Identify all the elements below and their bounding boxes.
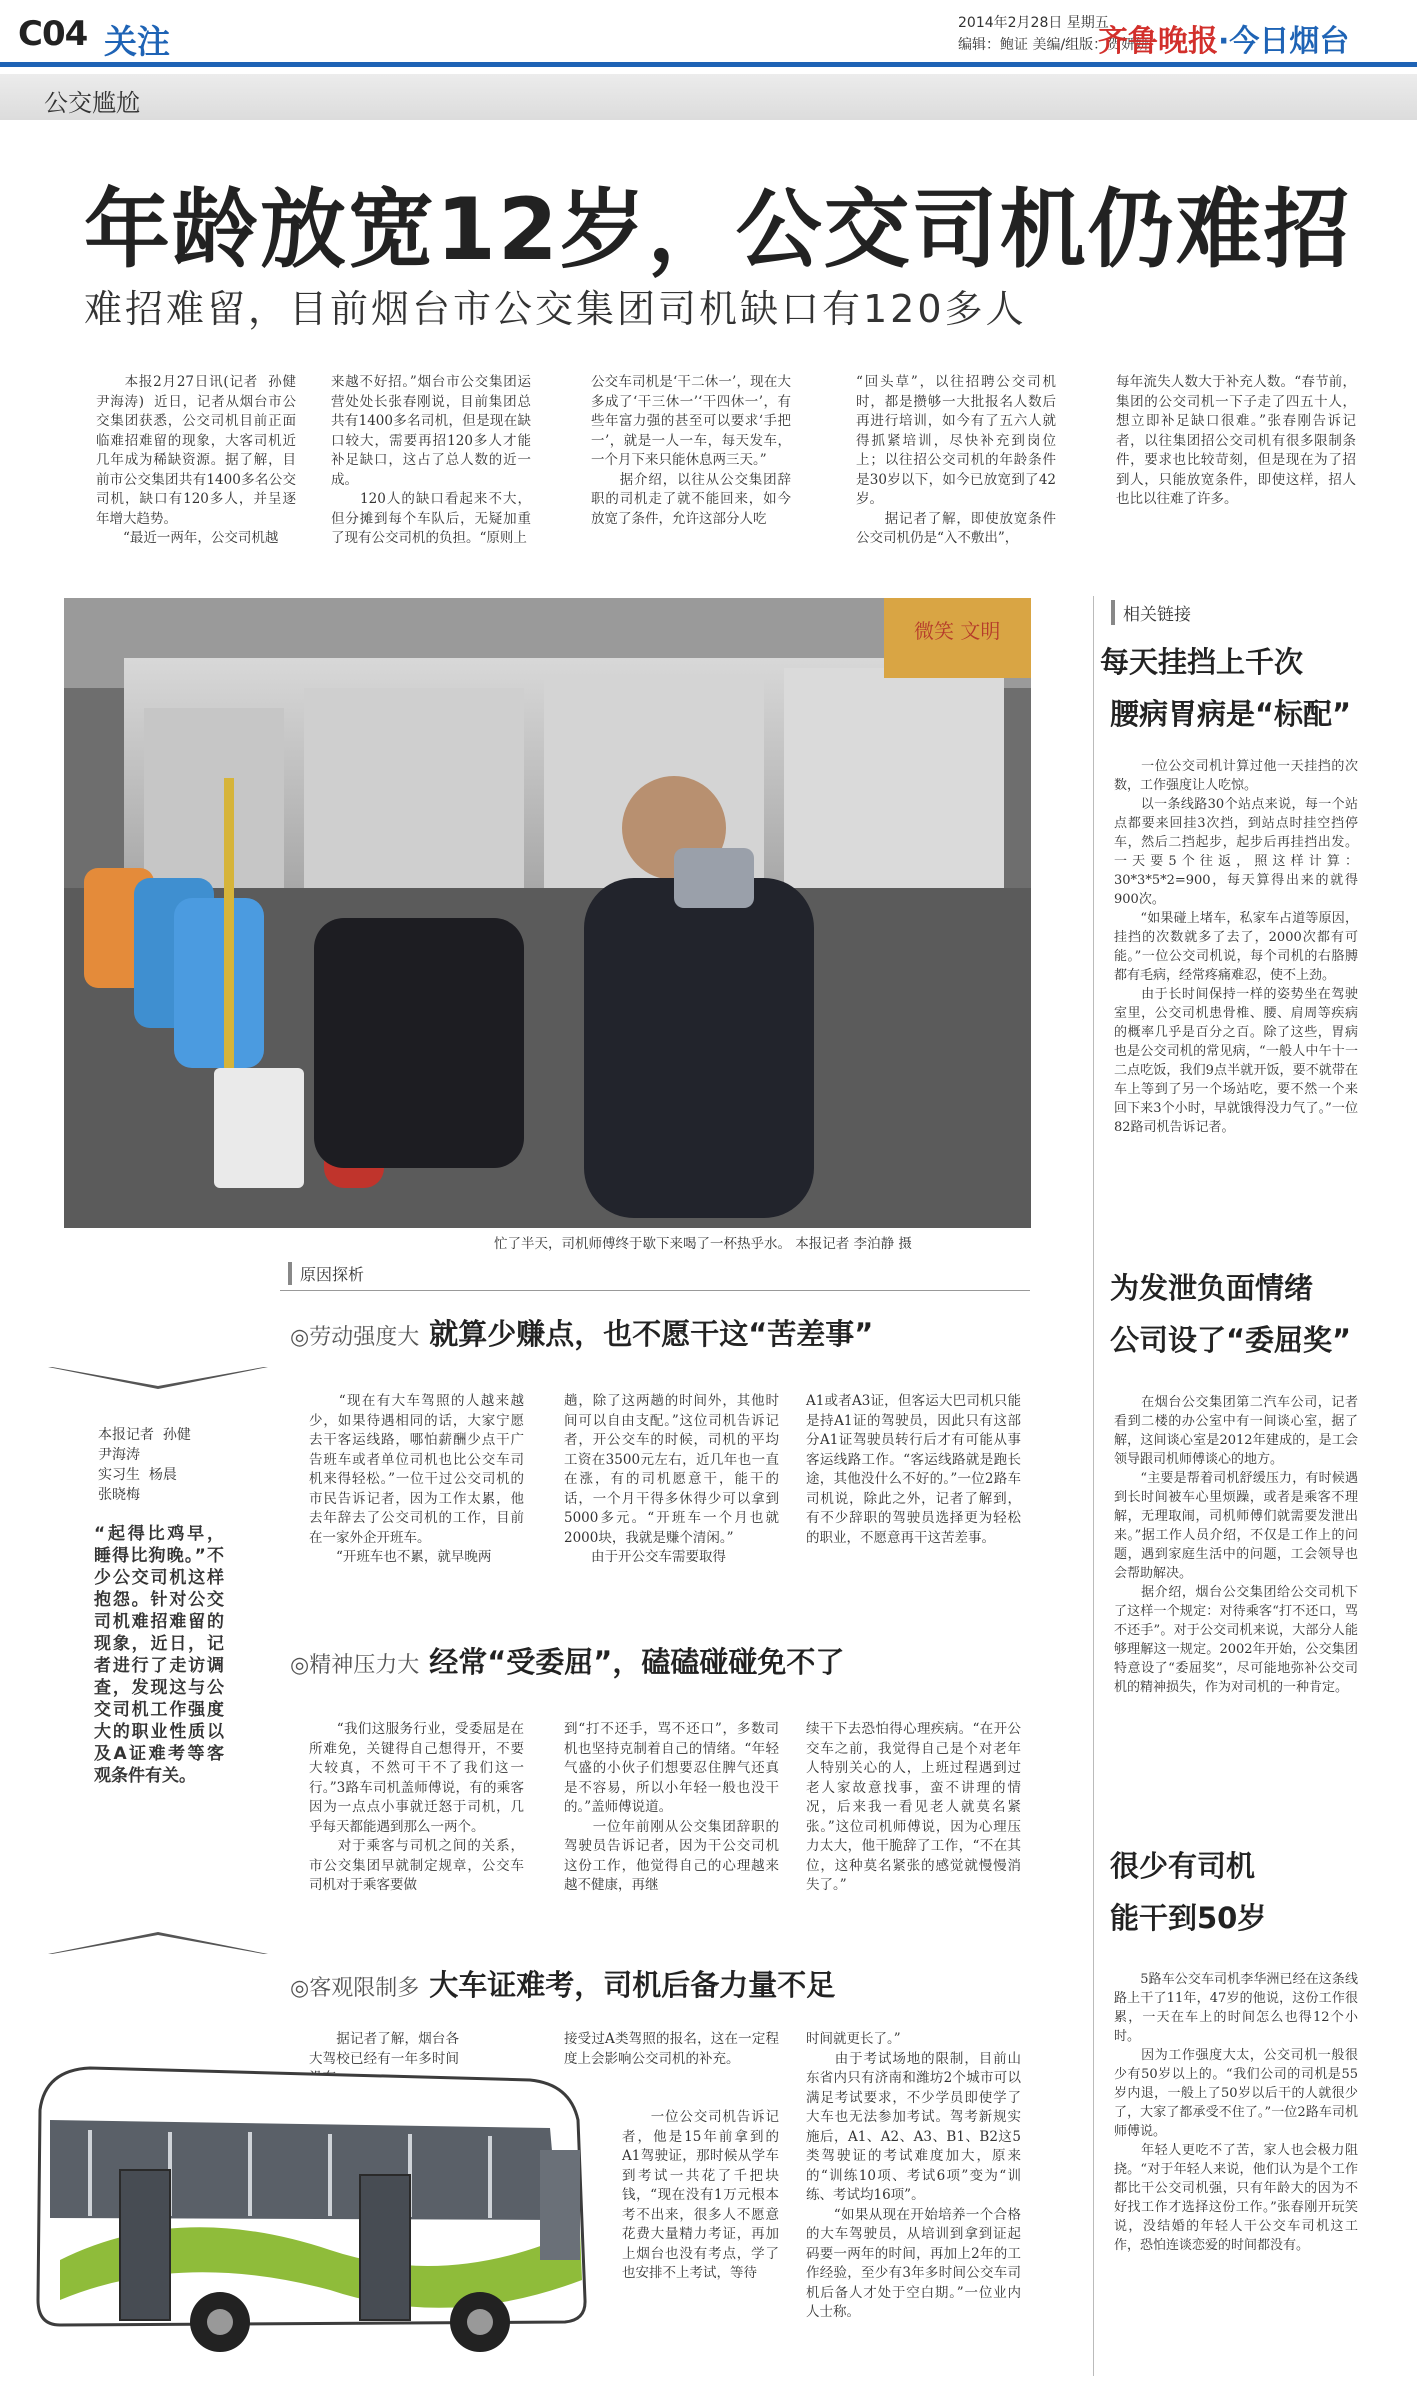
- lead-column-3: 公交车司机是‘干二休一’，现在大多成了‘干三休一’‘干四休一’，有些年富力强的甚至可以要求‘手把一’，就是一人一车，每天发车，一个月下来只能休息两三天。” 据介绍，以往从公交集团辞职的司机走了就不能回来，如今放宽了条件，允许这部分人吃: [591, 374, 791, 527]
- sidebar-item-2-heading-1: 为发泄负面情绪: [1110, 1271, 1314, 1305]
- sidebar-item-3-heading-1: 很少有司机: [1110, 1849, 1256, 1883]
- byline-frame-top-inner: [52, 1367, 264, 1386]
- section-1-column-2: 趟，除了这两趟的时间外，其他时间可以自由支配。”这位司机告诉记者，开公交车的时候，司机的平均工资在3500元左右，近几年也一直在涨，有的司机愿意干，能干的话，一个月干得多休得少可以拿到5000多元。“开班车一个月也就2000块，我就是赚个清闲。” 由于开公交车需要取得: [564, 1393, 779, 1565]
- section-2-header: [290, 1640, 844, 1681]
- section-3-column-3: 时间就更长了。” 由于考试场地的限制，目前山东省内只有济南和潍坊2个城市可以满足考试要求，不少学员即使学了大车也无法参加考试。驾考新规实施后，A1、A2、A3、B1、B2这5类驾驶证的考试难度加大，原来的“训练10项、考试6项”变为“训练、考试均16项”。 “如果从现在开始培养一个合格的大车驾驶员，从培训到拿到证起码要一两年的时间，再加上2年的工作经验，至少有3年多时间公交车司机后备人才处于空白期。”一位业内人士称。: [806, 2031, 1021, 2320]
- sidebar-divider: [1093, 596, 1094, 2376]
- section-1-header: [290, 1312, 873, 1353]
- lead-column-5: 每年流失人数大于补充人数。“春节前，集团的公交司机一下子走了四五十人，想立即补足缺口很难。”张春刚告诉记者，以往集团招公交司机有很多限制条件，要求也比较苛刻，但是现在为了招到人，只能放宽条件，即使这样，招人也比以往难了许多。: [1116, 374, 1356, 507]
- section-2-column-2: 到“打不还手，骂不还口”，多数司机也坚持克制着自己的情绪。“年轻气盛的小伙子们想要忍住脾气还真是不容易，所以小年轻一般也没干的。”盖师傅说道。 一位年前刚从公交集团辞职的驾驶员告诉记者，因为干公交司机这份工作，他觉得自己的心理越来越不健康，再继: [564, 1721, 779, 1893]
- section-2-column-3: 续干下去恐怕得心理疾病。“在开公交车之前，我觉得自己是个对老年人特别关心的人，上班过程遇到过老人家故意找事，蛮不讲理的情况，后来我一看见老人就莫名紧张。”这位司机师傅说，因为心理压力太大，他干脆辞了工作，“不在其位，这种莫名紧张的感觉就慢慢消失了。”: [806, 1721, 1021, 1893]
- lead-column-1: 本报2月27日讯(记者 孙健 尹海涛) 近日，记者从烟台市公交集团获悉，公交司机目前正面临难招难留的现象，大客司机近几年成为稀缺资源。据了解，目前市公交集团共有1400多名公交司机，缺口有120多人，并呈逐年增大趋势。 “最近一两年，公交司机越: [96, 374, 296, 546]
- sidebar-item-1-heading-1: 每天挂挡上千次: [1100, 645, 1304, 679]
- brand-edition: ·今日烟台: [1218, 24, 1350, 59]
- section-3-tag: ◎客观限制多: [290, 1976, 420, 2001]
- section-2-column-1: “我们这服务行业，受委屈是在所难免，关键得自己想得开，不要大较真，不然可干不了我们这一行。”3路车司机盖师傅说，有的乘客因为一点点小事就迁怒于司机，几乎每天都能遇到那么一两个。 对于乘客与司机之间的关系，市公交集团早就制定规章，公交车司机对于乘客要做: [309, 1721, 524, 1893]
- date-line: 2014年2月28日 星期五: [958, 15, 1109, 31]
- page-code: C04: [18, 14, 88, 54]
- section-3-column-1: 据记者了解，烟台各大驾校已经有一年多时间: [309, 2031, 459, 2067]
- pull-quote: “起得比鸡早，睡得比狗晚。”不少公交司机这样抱怨。针对公交司机难招难留的现象，近日，记者进行了走访调查，发现这与公交司机工作强度大的职业性质以及A证难考等客观条件有关。: [94, 1524, 224, 1786]
- subheadline: 难招难留，目前烟台市公交集团司机缺口有120多人: [84, 287, 1027, 331]
- section-2-tag: ◎精神压力大: [290, 1653, 420, 1678]
- sidebar-item-2-heading-2: 公司设了“委屈奖”: [1110, 1323, 1352, 1357]
- kicker: 公交尴尬: [44, 89, 140, 117]
- bus-illustration: [30, 2050, 590, 2370]
- newspaper-brand: [1098, 16, 1349, 60]
- headline: 年龄放宽12岁，公交司机仍难招: [84, 180, 1352, 280]
- photo-sign-text: 微笑 文明: [914, 619, 1001, 643]
- sidebar-item-2-body: 在烟台公交集团第二汽车公司，记者看到二楼的办公室中有一间谈心室，据了解，这间谈心室是2012年建成的，是工会领导跟司机师傅谈心的地方。 “主要是帮着司机舒缓压力，有时候遇到长时间被车心里烦躁，或者是乘客不理解，无理取闹，司机师傅们就需要发泄出来。”据工作人员介绍，不仅是工作上的问题，遇到家庭生活中的问题，工会领导也会帮助解决。 据介绍，烟台公交集团给公交司机下了这样一个规定：对待乘客“打不还口，骂不还手”。对于公交司机来说，大部分人能够理解这一规定。2002年开始，公交集团特意设了“委屈奖”，尽可能地弥补公交司机的精神损失，作为对司机的一种肯定。: [1114, 1395, 1358, 1695]
- lead-column-4: “回头草”，以往招聘公交司机时，都是攒够一大批报名人数后再进行培训，如今有了五六人就得抓紧培训，尽快补充到岗位上；以往招公交司机的年龄条件是30岁以下，如今已放宽到了42岁。 据记者了解，即使放宽条件公交司机仍是“入不敷出”，: [856, 374, 1056, 546]
- sidebar-tag: 相关链接: [1111, 600, 1191, 625]
- section-1-tag: ◎劳动强度大: [290, 1325, 420, 1350]
- section-name: 关注: [104, 22, 170, 61]
- section-1-column-1: “现在有大车驾照的人越来越少，如果待遇相同的话，大家宁愿去干客运线路，哪怕薪酬少点干广告班车或者单位司机也比公交车司机来得轻松。”一位干过公交司机的市民告诉记者，因为工作太累，他去年辞去了公交司机的工作，目前在一家外企开班车。 “开班车也不累，就早晚两: [309, 1393, 524, 1565]
- sidebar-item-1-body: 一位公交司机计算过他一天挂挡的次数，工作强度让人吃惊。 以一条线路30个站点来说，每一个站点都要来回挂3次挡，到站点时挂空挡停车，然后二挡起步，起步后再挂挡出发。一天要5个往返，照这样计算：30*3*5*2=900，每天算得出来的就得900次。 “如果碰上堵车，私家车占道等原因，挂挡的次数就多了去了，2000次都有可能。”一位公交司机说，每个司机的右胳膊都有毛病，经常疼痛难忍，使不上劲。 由于长时间保持一样的姿势坐在驾驶室里，公交司机患骨椎、腰、肩周等疾病的概率几乎是百分之百。除了这些，胃病也是公交司机的常见病，“一般人中午十一二点吃饭，我们9点半就开饭，要不就带在车上等到了另一个场站吃，要不然一个来回下来3个小时，早就饿得没力气了。”一位82路司机告诉记者。: [1114, 759, 1358, 1135]
- section-3-wrap-column: 一位公交司机告诉记者，他是15年前拿到的A1驾驶证，那时候从学车到考试一共花了千把块钱，“现在没有1万元根本考不出来，很多人不愿意花费大量精力考证，再加上烟台也没有考点，学了也安排不上考试，等待: [622, 2109, 779, 2281]
- header-rule: [0, 62, 1417, 67]
- kicker-bar: [0, 74, 1417, 120]
- photo-caption: 忙了半天，司机师傅终于歇下来喝了一杯热乎水。 本报记者 李泊静 摄: [494, 1236, 912, 1252]
- sidebar-item-3-heading-2: 能干到50岁: [1110, 1901, 1267, 1935]
- section-3-header: [290, 1963, 835, 2004]
- editors-line: 编辑：鲍证 美编/组版：贺妍妍: [958, 37, 1150, 53]
- bus-driver-photo: [64, 598, 1031, 1224]
- section-1-column-3: A1或者A3证，但客运大巴司机只能是持A1证的驾驶员，因此只有这部分A1证驾驶员转行后才有可能从事客运线路工作。“客运线路就是跑长途，其他没什么不好的。”一位2路车司机说，除此之外，记者了解到，有不少辞职的驾驶员选择更为轻松的职业，不愿意再干这苦差事。: [806, 1393, 1021, 1546]
- section-tag: 原因探析: [288, 1262, 364, 1285]
- section-2-heading: 经常“受委屈”，磕磕碰碰免不了: [429, 1645, 845, 1679]
- sidebar-item-3-body: 5路车公交车司机李华洲已经在这条线路上干了11年，47岁的他说，这份工作很累，一天在车上的时间怎么也得12个小时。 因为工作强度大太，公交司机一般很少有50岁以上的。“我们公司的司机是55岁内退，一般上了50岁以后干的人就很少了，大家了都承受不住了。”一位2路车司机师傅说。 年轻人更吃不了苦，家人也会极力阻挠。“对于年轻人来说，他们认为是个工作都比干公交司机强，只有年龄大的因为不好找工作才选择这份工作。”张春刚开玩笑说，没结婚的年轻人干公交车司机这工作，恐怕连谈恋爱的时间都没有。: [1114, 1972, 1358, 2253]
- brand-name: 齐鲁晚报: [1098, 24, 1218, 59]
- section-3-heading: 大车证难考，司机后备力量不足: [429, 1968, 836, 2002]
- lead-column-2: 来越不好招。”烟台市公交集团运营处处长张春刚说，目前集团总共有1400多名司机，但是现在缺口较大，需要再招120多人才能补足缺口，这占了总人数的近一成。 120人的缺口看起来不大，但分摊到每个车队后，无疑加重了现有公交司机的负担。“原则上: [331, 374, 531, 546]
- byline: 本报记者 孙健 尹海涛 实习生 杨晨 张晓梅: [98, 1427, 191, 1503]
- sidebar-item-1-heading-2: 腰病胃病是“标配”: [1110, 697, 1352, 731]
- byline-frame-bottom-inner: [52, 1935, 264, 1954]
- section-3-column-2: 接受过A类驾照的报名，这在一定程度上会影响公交司机的补充。: [564, 2031, 779, 2067]
- section-1-heading: 就算少赚点，也不愿干这“苦差事”: [429, 1317, 874, 1351]
- section-rule: [280, 1290, 1030, 1291]
